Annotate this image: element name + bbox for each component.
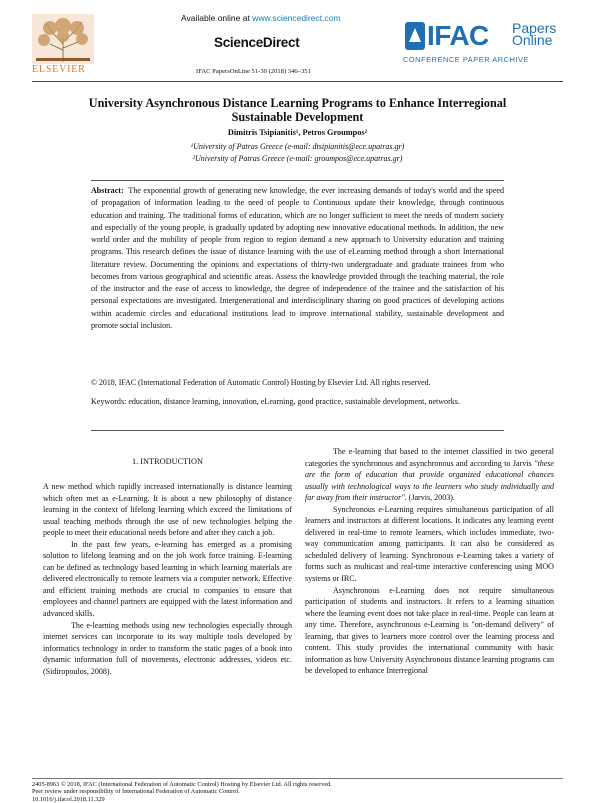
- elsevier-wordmark: ELSEVIER: [32, 64, 86, 75]
- intro-paragraph-5: Synchronous e-Learning requires simultaneous participation of all learners and instructors at different locations. It indicates any learning event delivered in real-time to remote learners, which includes immediate, two-way communication among participants. It can also be considered as scheduled delivery of learning. Synchronous e-Learning takes a variety of forms such as multicast and real-time interactive conferencing using MOO systems or IRC.: [305, 504, 554, 584]
- abstract-bottom-rule: [91, 430, 504, 431]
- keywords: Keywords: education, distance learning, innovation, eLearning, good practice, sustainable development, networks.: [91, 397, 460, 406]
- ifac-online-label: Online: [512, 32, 553, 48]
- header-divider: [32, 81, 563, 82]
- journal-citation: IFAC PapersOnLine 51-30 (2018) 346–351: [196, 68, 311, 75]
- ifac-papers-label: Papers: [512, 20, 557, 36]
- right-column: [305, 446, 554, 677]
- sciencedirect-title: ScienceDirect: [214, 35, 300, 50]
- ifac-papers-online: [512, 22, 556, 46]
- intro-paragraph-4: [305, 446, 554, 504]
- paper-title-line1: University Asynchronous Distance Learning Programs to Enhance Interregional: [88, 96, 507, 110]
- paper-authors: Dimitris Tsipianitis¹, Petros Groumpos²: [227, 128, 368, 137]
- ifac-tagline: CONFERENCE PAPER ARCHIVE: [403, 55, 529, 64]
- affiliation-1: ¹University of Patras Greece (e-mail: dtsipianitis@ece.upatras.gr): [190, 142, 405, 151]
- footer: [32, 781, 332, 803]
- available-online-line: [181, 13, 341, 23]
- intro-paragraph-2: In the past few years, e-learning has emerged as a promising solution to lifelong learning and on the job work force training. E-learning can be defined as technology based learning in which learning materials are delivered electronically to remote learners via a computer network. Effective and efficient training methods are crucial to companies to ensure that employees and channel partners are equipped with the latest information and advanced skills.: [43, 539, 292, 619]
- abstract-label: Abstract:: [91, 186, 124, 195]
- paragraph-4-start: The e-learning that based to the internet classified in two general categories the synchronous and asynchronous and according to Jarvis: [305, 447, 554, 468]
- abstract-text: The exponential growth of generating new knowledge, the ever increasing demands of today's world and the speed of propagation of information leading to the need of people to Continuous update their knowledge, through continuous education and training. The traditional forms of education, which are no longer sufficient to meet the needs of modern society and especially of the young people, is gradually updated by adopting new innovative educational methods. In addition, the new world order and the mobility of people from region to region demand a new approach to University education and training programs. This research defines the issue of distance learning with the use of eLearning method through a short International literature review. Documenting the opinions and expectations of thirty-two undergraduate and graduate trainees from who becomes from various geographical and scientific areas. Assess the knowledge provided through the teaching material, the role of the instructor and the ease of access to knowledge, the degree of independence of the trainee and the satisfaction of his personal expectations are investigated. Intergenerational and interdisciplinary sharing on good practices of developing actions within academic circles and educational institutions lead to improve international stability, sustainable development and promote social inclusion.: [91, 186, 504, 330]
- intro-paragraph-3: The e-learning methods using new technologies especially through internet services can incorporate to its way multiple tools developed by informatics technology in order to transform the static pages of a book into dynamic information full of movements, electronic addresses, videos etc. (Sidiropoulos, 2008).: [43, 620, 292, 676]
- footer-issn-copyright: 2405-8963 © 2018, IFAC (International Federation of Automatic Control) Hosting by Elsevier Ltd. All rights reserved.: [32, 781, 332, 788]
- available-prefix: Available online at: [181, 13, 253, 23]
- elsevier-tree-logo: [32, 14, 94, 64]
- section-heading-introduction: 1. INTRODUCTION: [132, 457, 203, 466]
- abstract: [91, 185, 504, 332]
- intro-paragraph-6: Asynchronous e-Learning does not require simultaneous participation of students and instructors. It refers to a learning situation where the learning event does not take place in real-time. People can learn at any time. Therefore, asynchronous e-Learning is "on-demand delivery" of learning, that gives to learners more control over the learning process and content. This study provides the international community with basic information as how University Asynchronous distance learning programs can be developed to enhance Interregional: [305, 585, 554, 676]
- footer-peer-review: Peer review under responsibility of International Federation of Automatic Control.: [32, 788, 240, 796]
- affiliation-2: ²University of Patras Greece (e-mail: groumpos@ece.upatras.gr): [192, 154, 403, 163]
- jarvis-quote: "these are the form of education that provide organized educational chances usually with technological ways to the learners who study individually and far away from their instructor": [305, 458, 554, 503]
- footer-doi: 10.1016/j.ifacol.2018.11.329: [32, 795, 105, 803]
- left-column: [43, 481, 292, 677]
- sciencedirect-link[interactable]: www.sciencedirect.com: [252, 13, 341, 23]
- footer-rule: [32, 778, 563, 779]
- ifac-emblem-icon: [405, 22, 425, 50]
- abstract-copyright: © 2018, IFAC (International Federation of Automatic Control) Hosting by Elsevier Ltd. All rights reserved.: [91, 378, 431, 387]
- abstract-top-rule: [91, 180, 504, 181]
- intro-paragraph-1: A new method which rapidly increased internationally is distance learning which often met as e-Learning. It is about a new philosophy of distance learning in the context of lifelong learning which exceed the limitations of usual teaching methods through the use of new technologies helping the people to meet their educational needs before and after they catch a job.: [43, 482, 292, 538]
- paper-title: [32, 96, 563, 124]
- paper-title-line2: Sustainable Development: [231, 110, 364, 124]
- ifac-brand: IFAC: [427, 20, 489, 51]
- paragraph-4-end: . (Jarvis, 2003).: [404, 493, 455, 503]
